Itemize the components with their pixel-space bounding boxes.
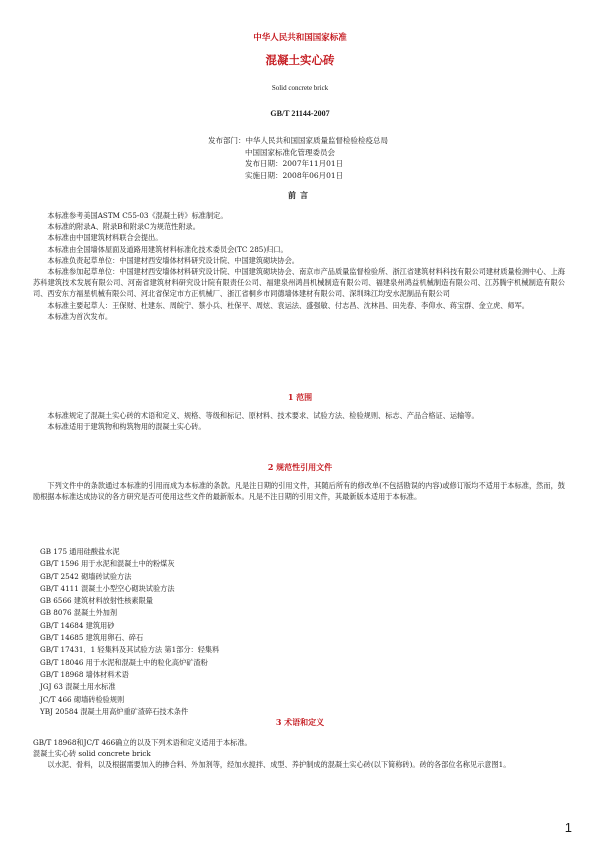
- list-item: YBJ 20584 混凝土用高炉重矿渣碎石技术条件: [40, 706, 189, 716]
- list-item: JC/T 466 砌墙砖检验规则: [40, 694, 125, 704]
- section-1-heading: 1 范围: [287, 392, 313, 402]
- list-item: GB 8076 混凝土外加剂: [40, 608, 118, 618]
- release-date: 发布日期：2007年11月01日: [245, 159, 344, 168]
- foreword-body: [33, 210, 565, 322]
- section-3-intro: GB/T 18968和JC/T 466确立的以及下列术语和定义适用于本标准。: [33, 738, 252, 747]
- list-item: GB/T 14684 建筑用砂: [40, 620, 115, 630]
- section-3-body: [33, 737, 565, 771]
- foreword-paragraph: 本标准的附录A、附录B和附录C为规范性附录。: [47, 222, 200, 232]
- section-2-paragraph: 下列文件中的条款通过本标准的引用而成为本标准的条款。凡是注日期的引用文件，其随后所有的修改单(不包括勘误的内容)或修订版均不适用于本标准，然而，鼓励根据本标准达成协议的各方研究是否可使用这些文件的最新版本。凡是不注日期的引用文件，其最新版本适用于本标准。: [33, 481, 565, 502]
- reference-list: [40, 546, 219, 718]
- page-number: 1: [564, 820, 572, 835]
- section-3-definition: 以水泥、骨料，以及根据需要加入的掺合料、外加剂等，经加水搅拌、成型、养护制成的混凝土实心砖(以下简称砖)。砖的各部位名称见示意图1。: [47, 760, 511, 770]
- section-2-intro: [33, 480, 565, 502]
- document-title: 混凝土实心砖: [265, 53, 335, 67]
- list-item: GB/T 18046 用于水泥和混凝土中的粒化高炉矿渣粉: [40, 657, 208, 667]
- department-1: 中华人民共和国国家质量监督检验检疫总局: [245, 136, 388, 145]
- section-3-heading: 3 术语和定义: [275, 717, 325, 727]
- list-item: GB 6566 建筑材料放射性核素限量: [40, 596, 153, 606]
- list-item: GB/T 4111 混凝土小型空心砌块试验方法: [40, 583, 175, 593]
- effective-date: 实施日期：2008年06月01日: [245, 170, 344, 180]
- section-1-body: [33, 410, 565, 432]
- foreword-paragraph: 本标准负责起草单位：中国建材西安墙体材料研究设计院、中国建筑砌块协会。: [47, 255, 299, 265]
- foreword-paragraph: 本标准参加起草单位：中国建材西安墙体材料研究设计院、中国建筑砌块协会、南京市产品质量监督检验所、浙江省建筑材料科技有限公司建材质量检测中心、上海苏科建筑技术发展有限公司、河南省建筑材料研究设计院有限责任公司、福建泉州鸿昌机械制造有限公司、福建泉州鸿益机械制造有限公司、江苏腾宇机械制造有限公司、西安东方福星机械有限公司、河北省保定市方正机械厂、浙江省桐乡市同德墙体建材有限公司、深圳珠江均安水泥制品有限公司: [33, 267, 565, 299]
- list-item: GB/T 18968 墙体材料术语: [40, 669, 129, 679]
- national-standard-label: 中华人民共和国国家标准: [253, 33, 347, 43]
- foreword-paragraph: 本标准由中国建筑材料联合会提出。: [47, 233, 163, 243]
- publication-info: [208, 135, 388, 181]
- department-2: 中国国家标准化管理委员会: [245, 147, 335, 157]
- department-label: 发布部门：: [208, 136, 246, 145]
- list-item: GB/T 2542 砌墙砖试验方法: [40, 571, 132, 581]
- english-title: Solid concrete brick: [271, 84, 329, 92]
- list-item: GB/T 1596 用于水泥和混凝土中的粉煤灰: [40, 559, 175, 569]
- list-item: GB/T 17431．1 轻集料及其试验方法 第1部分：轻集料: [40, 645, 220, 655]
- foreword-paragraph: 本标准参考美国ASTM C55-03《混凝土砖》标准制定。: [47, 211, 228, 220]
- section-1-paragraph: 本标准适用于建筑物和构筑物用的混凝土实心砖。: [47, 422, 206, 432]
- standard-code: GB/T 21144-2007: [270, 109, 330, 118]
- foreword-paragraph: 本标准为首次发布。: [47, 311, 113, 321]
- foreword-heading: 前言: [288, 190, 312, 200]
- list-item: JGJ 63 混凝土用水标准: [40, 682, 116, 692]
- list-item: GB 175 通用硅酸盐水泥: [40, 547, 120, 556]
- list-item: GB/T 14685 建筑用卵石、碎石: [40, 633, 144, 643]
- foreword-paragraph: 本标准主要起草人：王保财、杜建东、周皖宁、蔡小兵、杜保平、周炫、袁运法、盛强敏、付志昌、沈林昌、田先春、李仰水、蒋宝群、金立虎、师军。: [47, 300, 529, 310]
- section-3-term: 混凝土实心砖 solid concrete brick: [33, 749, 151, 759]
- foreword-paragraph: 本标准由全国墙体屋面及道路用建筑材料标准化技术委员会(TC 285)归口。: [47, 244, 288, 254]
- section-1-paragraph: 本标准规定了混凝土实心砖的术语和定义、规格、等级和标记、原材料、技术要求、试验方法、检验规则、标志、产品合格证、运输等。: [47, 411, 479, 420]
- section-2-heading: 2 规范性引用文件: [267, 462, 333, 472]
